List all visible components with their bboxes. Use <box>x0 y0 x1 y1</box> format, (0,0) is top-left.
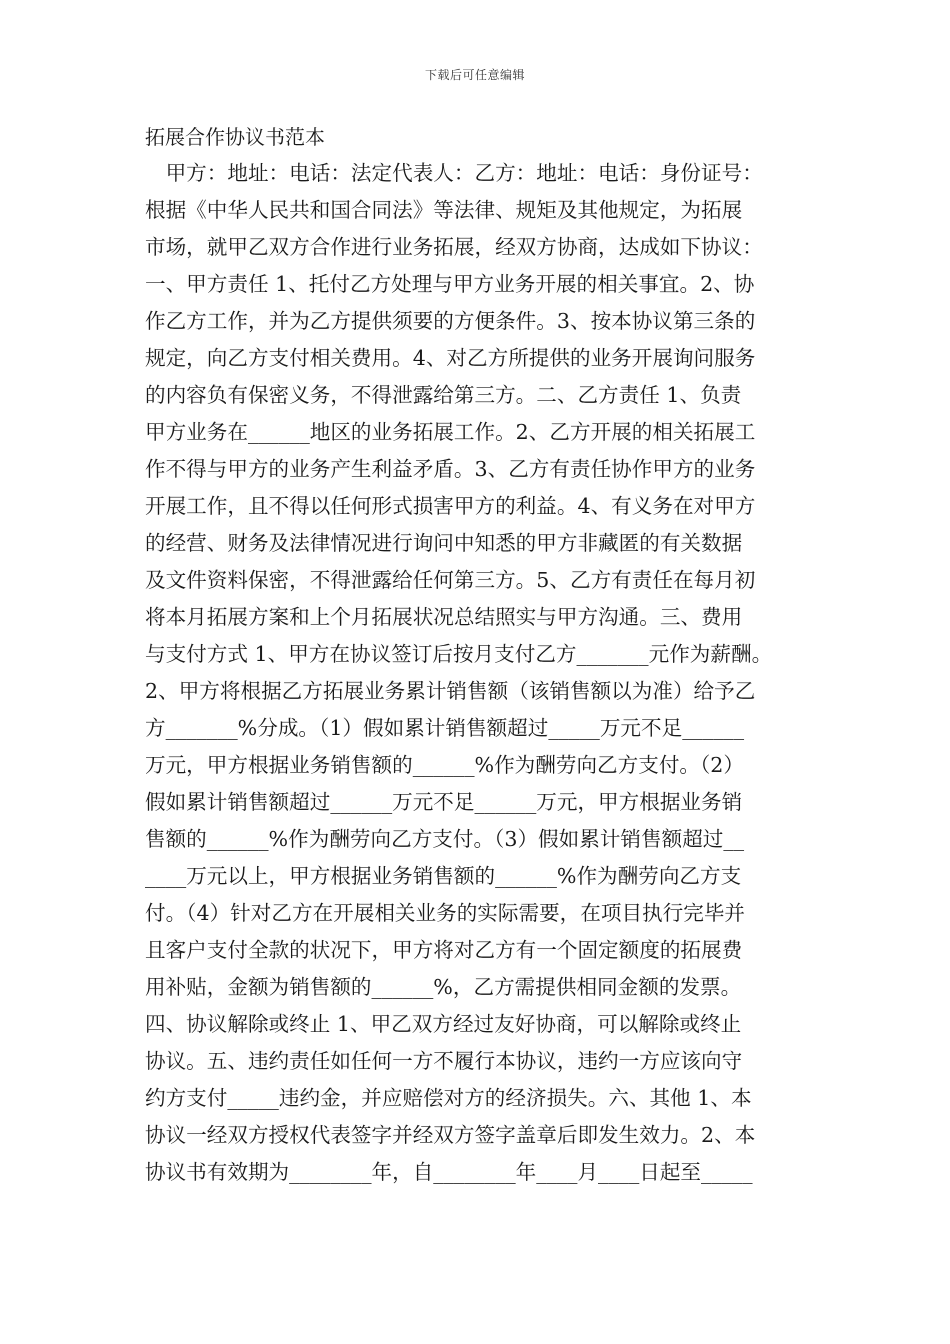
body-line: 与支付方式 1、甲方在协议签订后按月支付乙方_______元作为薪酬。 <box>145 642 773 666</box>
body-line: 方_______%分成。（1）假如累计销售额超过_____万元不足______ <box>145 716 744 740</box>
document-body <box>145 155 809 1191</box>
body-line: 开展工作，且不得以任何形式损害甲方的利益。4、有义务在对甲方 <box>145 494 756 518</box>
body-line: 协议书有效期为________年，自________年____月____日起至_____ <box>145 1160 753 1184</box>
body-line: 根据《中华人民共和国合同法》等法律、规矩及其他规定，为拓展 <box>145 198 743 222</box>
body-line: 的经营、财务及法律情况进行询问中知悉的甲方非藏匿的有关数据 <box>145 531 743 555</box>
body-line: 一、甲方责任 1、托付乙方处理与甲方业务开展的相关事宜。2、协 <box>145 272 755 296</box>
body-line: 万元，甲方根据业务销售额的______%作为酬劳向乙方支付。（2） <box>145 753 744 777</box>
body-line: ____万元以上，甲方根据业务销售额的______%作为酬劳向乙方支 <box>145 864 742 888</box>
body-line: 甲方：地址：电话：法定代表人：乙方：地址：电话：身份证号： <box>145 161 763 185</box>
body-line: 的内容负有保密义务，不得泄露给第三方。二、乙方责任 1、负责 <box>145 383 742 407</box>
body-line: 规定，向乙方支付相关费用。4、对乙方所提供的业务开展询问服务 <box>145 346 756 370</box>
header-note: 下载后可任意编辑 <box>424 68 525 82</box>
body-line: 假如累计销售额超过______万元不足______万元，甲方根据业务销 <box>145 790 743 814</box>
body-line: 售额的______%作为酬劳向乙方支付。（3）假如累计销售额超过__ <box>145 827 744 851</box>
body-line: 且客户支付全款的状况下，甲方将对乙方有一个固定额度的拓展费 <box>145 938 743 962</box>
body-line: 2、甲方将根据乙方拓展业务累计销售额（该销售额以为准）给予乙 <box>145 679 756 703</box>
body-line: 协议一经双方授权代表签字并经双方签字盖章后即发生效力。2、本 <box>145 1123 756 1147</box>
body-line: 将本月拓展方案和上个月拓展状况总结照实与甲方沟通。三、费用 <box>145 605 743 629</box>
body-line: 市场，就甲乙双方合作进行业务拓展，经双方协商，达成如下协议： <box>145 235 763 259</box>
body-line: 作不得与甲方的业务产生利益矛盾。3、乙方有责任协作甲方的业务 <box>145 457 756 481</box>
body-line: 用补贴，金额为销售额的______%，乙方需提供相同金额的发票。 <box>145 975 742 999</box>
body-line: 及文件资料保密，不得泄露给任何第三方。5、乙方有责任在每月初 <box>145 568 756 592</box>
body-line: 作乙方工作，并为乙方提供须要的方便条件。3、按本协议第三条的 <box>145 309 756 333</box>
body-line: 约方支付_____违约金，并应赔偿对方的经济损失。六、其他 1、本 <box>145 1086 752 1110</box>
body-line: 协议。五、违约责任如任何一方不履行本协议，违约一方应该向守 <box>145 1049 743 1073</box>
document-title: 拓展合作协议书范本 <box>145 125 325 149</box>
body-line: 四、协议解除或终止 1、甲乙双方经过友好协商，可以解除或终止 <box>145 1012 742 1036</box>
body-line: 付。（4）针对乙方在开展相关业务的实际需要，在项目执行完毕并 <box>145 901 746 925</box>
body-line: 甲方业务在______地区的业务拓展工作。2、乙方开展的相关拓展工 <box>145 420 756 444</box>
